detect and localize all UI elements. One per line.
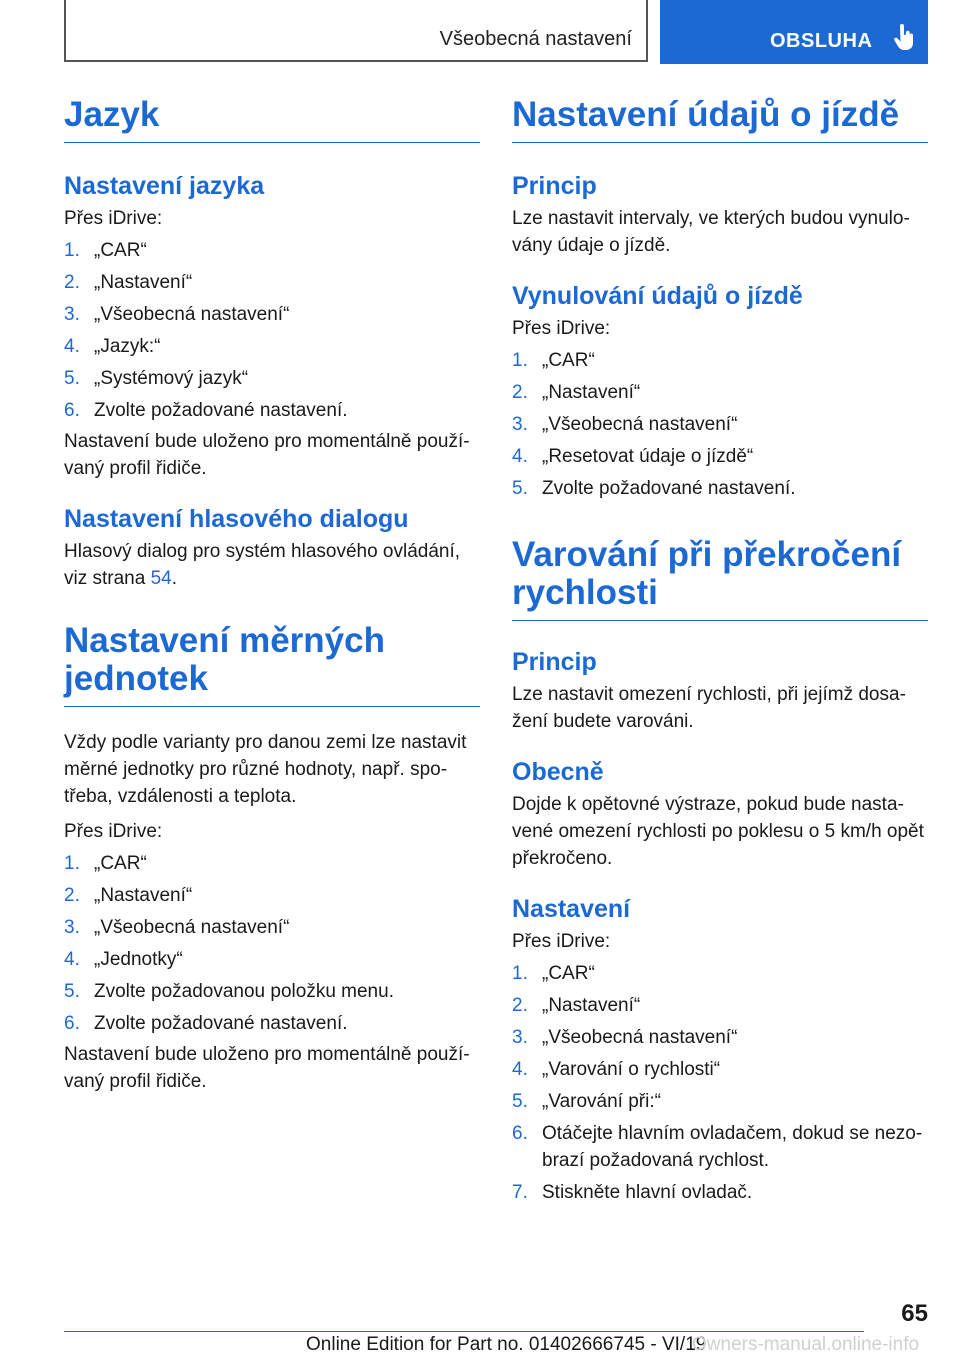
list-item: 2. „Nastavení“	[64, 272, 193, 293]
paragraph-hlasovy-dialog: Hlasový dialog pro systém hlasového ovládání, viz strana 54.	[64, 541, 461, 589]
heading-obecne: Obecně	[512, 758, 604, 786]
list-item: 5. Zvolte požadovanou položku menu.	[64, 981, 394, 1002]
edition-text: Online Edition for Part no. 01402666745 - VI/19	[306, 1334, 707, 1355]
list-item: 1. „CAR“	[512, 963, 595, 984]
list-item: 1. „CAR“	[512, 350, 595, 371]
paragraph-princip: Lze nastavit intervaly, ve kterých budou vynulovány údaje o jízdě.	[512, 208, 910, 256]
page-header	[64, 0, 928, 64]
heading-hlasovy-dialog: Nastavení hlasového dialogu	[64, 505, 409, 533]
heading-merne-jednotky: Nastavení měrných jednotek	[64, 622, 480, 707]
paragraph-pres-idrive: Přes iDrive:	[64, 208, 163, 229]
right-column	[512, 96, 928, 1206]
heading-nastaveni-jazyka: Nastavení jazyka	[64, 172, 265, 200]
heading-princip: Princip	[512, 172, 597, 200]
section-title: Všeobecná nastavení	[439, 28, 632, 50]
list-item: 5. Zvolte požadované nastavení.	[512, 478, 796, 499]
steps-list-jednotky	[64, 850, 480, 1037]
list-item: 4. „Jazyk:“	[64, 336, 161, 357]
heading-jazyk: Jazyk	[64, 96, 480, 143]
paragraph-ulozeno: Nastavení bude uloženo pro momentálně používaný profil řidiče.	[64, 431, 470, 479]
list-item: 6. Zvolte požadované nastavení.	[64, 400, 348, 421]
list-item: 3. „Všeobecná nastavení“	[512, 1027, 738, 1048]
paragraph-ulozeno: Nastavení bude uloženo pro momentálně používaný profil řidiče.	[64, 1044, 470, 1092]
hand-pointer-icon	[894, 24, 916, 50]
page-link[interactable]: 54	[150, 568, 172, 589]
steps-list-varovani	[512, 960, 928, 1206]
list-item: 6. Zvolte požadované nastavení.	[64, 1013, 348, 1034]
heading-princip: Princip	[512, 648, 597, 676]
list-item: 1. „CAR“	[64, 853, 147, 874]
list-item: 3. „Všeobecná nastavení“	[64, 917, 290, 938]
page-number: 65	[901, 1300, 928, 1327]
left-column	[64, 96, 480, 1095]
watermark: Owners-manual.online-info	[692, 1334, 920, 1355]
list-item: 3. „Všeobecná nastavení“	[512, 414, 738, 435]
heading-udaje-o-jizde: Nastavení údajů o jízdě	[512, 96, 928, 143]
paragraph-pres-idrive: Přes iDrive:	[512, 931, 611, 952]
paragraph-vzdy: Vždy podle varianty pro danou zemi lze nastavit měrné jednotky pro různé hodnoty, např. spotřeba, vzdálenosti a teplota.	[64, 732, 467, 807]
paragraph-pres-idrive: Přes iDrive:	[512, 318, 611, 339]
section-header-box	[64, 0, 648, 62]
heading-nastaveni: Nastavení	[512, 895, 631, 923]
heading-varovani-rychlost: Varování při překročení rychlosti	[512, 536, 928, 621]
list-item: 7. Stiskněte hlavní ovladač.	[512, 1182, 753, 1203]
list-item: 6. Otáčejte hlavním ovladačem, dokud se nezobrazí požadovaná rychlost.	[512, 1123, 923, 1171]
steps-list-jazyk	[64, 237, 480, 424]
paragraph-princip: Lze nastavit omezení rychlosti, při jejímž dosažení budete varováni.	[512, 684, 906, 732]
paragraph-obecne: Dojde k opětovné výstraze, pokud bude nastavené omezení rychlosti po poklesu o 5 km/h opět překročeno.	[512, 794, 924, 869]
list-item: 4. „Jednotky“	[64, 949, 183, 970]
heading-vynulovani: Vynulování údajů o jízdě	[512, 282, 803, 310]
list-item: 5. „Systémový jazyk“	[64, 368, 249, 389]
list-item: 4. „Resetovat údaje o jízdě“	[512, 446, 754, 467]
list-item: 2. „Nastavení“	[64, 885, 193, 906]
list-item: 5. „Varování při:“	[512, 1091, 661, 1112]
steps-list-vynulovani	[512, 347, 928, 502]
paragraph-pres-idrive: Přes iDrive:	[64, 821, 163, 842]
list-item: 3. „Všeobecná nastavení“	[64, 304, 290, 325]
list-item: 2. „Nastavení“	[512, 995, 641, 1016]
chapter-tab-label: OBSLUHA	[770, 30, 873, 52]
list-item: 2. „Nastavení“	[512, 382, 641, 403]
footer-divider	[64, 1331, 864, 1332]
list-item: 4. „Varování o rychlosti“	[512, 1059, 721, 1080]
list-item: 1. „CAR“	[64, 240, 147, 261]
chapter-tab[interactable]	[660, 0, 928, 64]
